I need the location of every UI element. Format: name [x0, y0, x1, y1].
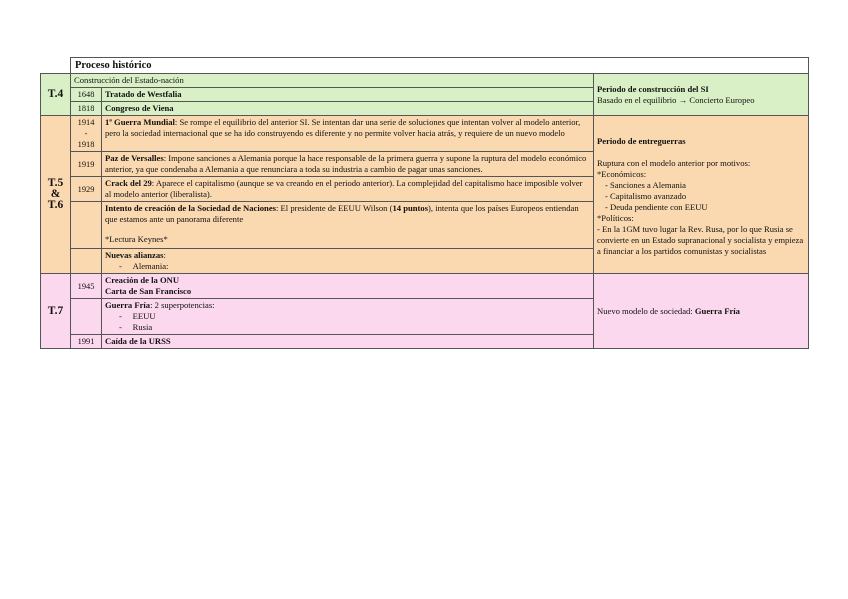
event-title: Intento de creación de la Sociedad de Naciones	[105, 203, 276, 213]
t7-summary	[594, 274, 809, 349]
lecture-note: *Lectura Keynes*	[105, 234, 168, 244]
event-cell	[102, 299, 594, 335]
list-item: - Deuda pendiente con EEUU	[605, 202, 708, 212]
year-cell: 1914 - 1918	[71, 116, 102, 152]
event-text: : Se rompe el equilibrio del anterior SI. Se intentan dar una serie de soluciones que intentan volver al modelo anterior, pero la sociedad internacional que se ha ido construyendo es diferente y no permite volver hacia atrás, y requiere de un nuevo modelo	[105, 117, 581, 138]
econ-heading: *Económicos:	[597, 169, 647, 179]
t7-summary-bold: Guerra Fría	[694, 305, 740, 316]
event-text: : 2 superpotencias:	[150, 300, 215, 310]
event-title: Tratado de Westfalia	[105, 89, 182, 99]
year-cell: 1818	[71, 102, 102, 116]
event-title: Guerra Fría	[105, 300, 151, 310]
year-cell: 1929	[71, 177, 102, 202]
year-cell	[71, 299, 102, 335]
table-header: Proceso histórico	[71, 58, 809, 74]
list-item: - Sanciones a Alemania	[605, 180, 686, 190]
event-cell	[102, 177, 594, 202]
t56-summary	[594, 116, 809, 274]
history-table	[40, 57, 809, 349]
bullet: -	[119, 261, 122, 271]
list-item: - Capitalismo avanzado	[605, 191, 687, 201]
event-cell	[102, 102, 594, 116]
list-item: Rusia	[132, 322, 153, 332]
event-cell	[102, 88, 594, 102]
topic-label-t7: T.7	[41, 274, 71, 349]
event-title: Caída de la URSS	[105, 336, 171, 346]
event-title: Nuevas alianzas	[105, 250, 164, 260]
pol-heading: *Políticos:	[597, 213, 634, 223]
topic-label-t4: T.4	[41, 74, 71, 116]
table-row	[41, 116, 809, 152]
t4-summary	[594, 74, 809, 116]
event-bold: 14 puntos	[392, 203, 429, 213]
year-cell: 1991	[71, 335, 102, 349]
year-cell: 1648	[71, 88, 102, 102]
event-title: Crack del 29	[105, 178, 152, 188]
event-text: : Impone sanciones a Alemania porque la hace responsable de la primera guerra y supone la ruptura del modelo económico anterior, ya que condenaba a Alemania a que renunciara a toda su industria a cambio de pagar unas sanciones.	[105, 153, 587, 174]
event-text: ), intenta que los países Europeos entiendan que estamos ante un panorama diferente	[105, 203, 579, 224]
bullet: -	[119, 322, 122, 332]
t4-intro: Construcción del Estado-nación	[71, 74, 594, 88]
event-title: Creación de la ONU	[105, 275, 180, 285]
event-cell	[102, 335, 594, 349]
t4-intro-row	[41, 74, 809, 88]
year-cell: 1945	[71, 274, 102, 299]
event-cell: Nuevas alianzas: - Alemania:	[102, 249, 594, 274]
pol-text: - En la 1GM tuvo lugar la Rev. Rusa, por lo que Rusia se convierte en un Estado supranacional y socialista y empieza a financiar a los partidos comunistas y socialistas	[597, 224, 804, 256]
table-row	[41, 274, 809, 299]
topic-label-t5-t6: T.5 & T.6	[41, 116, 71, 274]
bullet: -	[119, 311, 122, 321]
list-item: EEUU	[132, 311, 156, 321]
t7-summary-text: Nuevo modelo de sociedad:	[597, 305, 695, 316]
year-cell: 1919	[71, 152, 102, 177]
header-row	[41, 58, 809, 74]
event-title: 1ª Guerra Mundial	[105, 117, 175, 127]
year-cell	[71, 249, 102, 274]
event-text: : Aparece el capitalismo (aunque se va creando en el periodo anterior). La complejidad del capitalismo hace imposible volver al modelo anterior (liberalista).	[105, 178, 583, 199]
event-text: : El presidente de EEUU Wilson (	[276, 203, 393, 213]
event-title: Paz de Versalles	[105, 153, 164, 163]
t4-summary-title: Periodo de construcción del SI	[597, 83, 709, 94]
event-cell	[102, 274, 594, 299]
t56-summary-intro: Ruptura con el modelo anterior por motivos:	[597, 158, 751, 168]
year-cell	[71, 202, 102, 249]
event-title: Congreso de Viena	[105, 103, 174, 113]
event-cell	[102, 116, 594, 152]
t56-summary-title: Periodo de entreguerras	[597, 136, 686, 146]
event-cell	[102, 202, 594, 249]
event-title: Carta de San Francisco	[105, 286, 192, 296]
list-item: Alemania:	[132, 261, 169, 271]
event-cell	[102, 152, 594, 177]
t4-summary-text: Basado en el equilibrio → Concierto Europeo	[597, 94, 755, 105]
